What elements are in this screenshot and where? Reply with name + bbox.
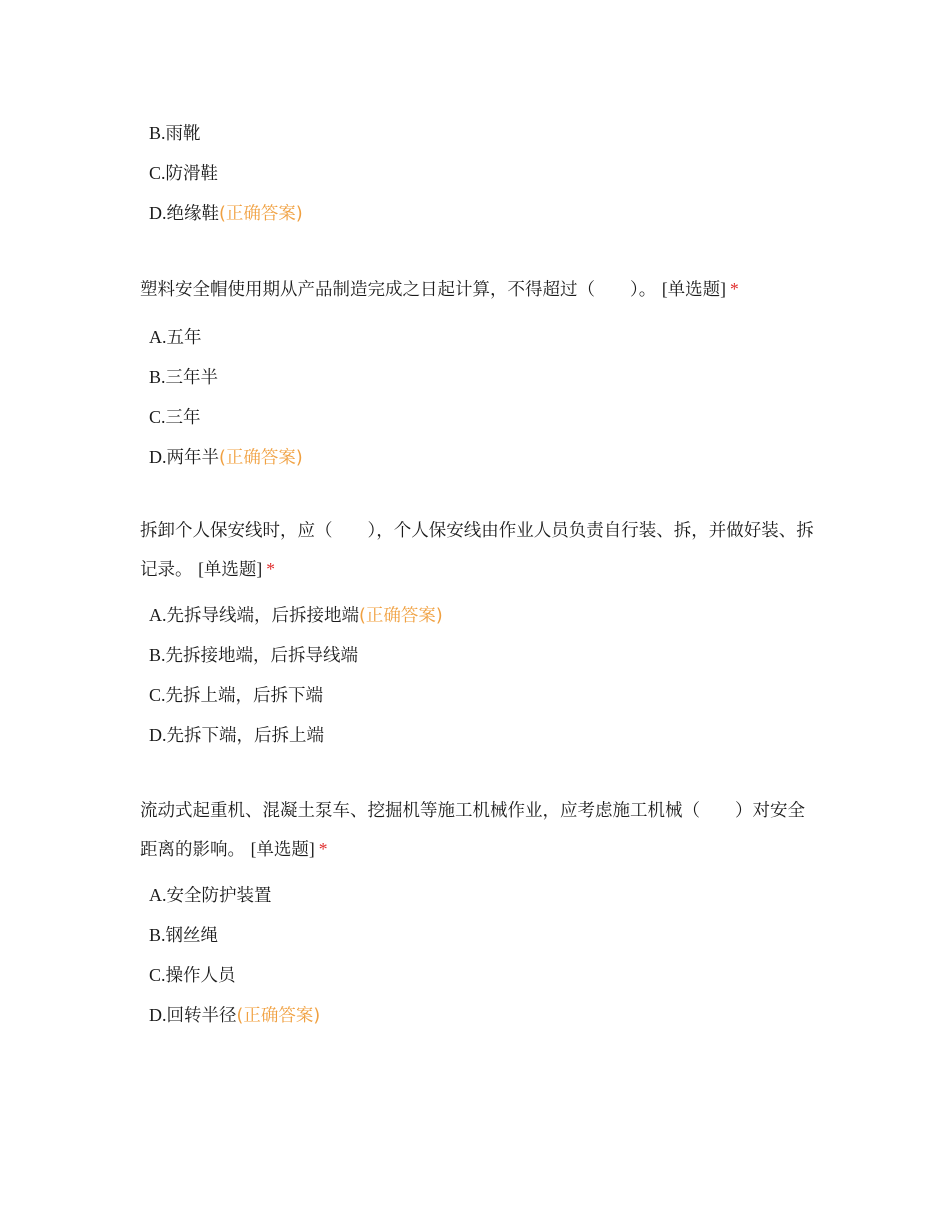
question-type: [单选题] bbox=[250, 839, 315, 859]
option-a bbox=[149, 317, 820, 357]
option-text: 先拆下端，后拆上端 bbox=[166, 726, 324, 746]
option-text: 先拆导线端，后拆接地端 bbox=[166, 606, 359, 626]
option-d bbox=[149, 995, 820, 1035]
option-text: 五年 bbox=[166, 328, 202, 348]
option-a bbox=[149, 595, 820, 635]
option-letter: C. bbox=[149, 965, 166, 985]
option-text: 先拆上端，后拆下端 bbox=[165, 686, 324, 706]
required-asterisk: * bbox=[318, 839, 328, 859]
option-letter: A. bbox=[149, 327, 167, 347]
correct-answer-tag: (正确答案) bbox=[219, 204, 303, 224]
question-stem bbox=[140, 792, 820, 869]
option-text: 三年半 bbox=[165, 368, 219, 388]
question-text: 流动式起重机、混凝土泵车、挖掘机等施工机械作业，应考虑施工机械（ ）对安全距离的影响。 bbox=[140, 801, 805, 860]
option-letter: D. bbox=[149, 1005, 167, 1025]
option-letter: C. bbox=[149, 163, 166, 183]
correct-answer-tag: (正确答案) bbox=[359, 606, 443, 626]
option-d bbox=[149, 193, 820, 233]
option-text: 钢丝绳 bbox=[165, 926, 219, 946]
option-letter: C. bbox=[149, 407, 166, 427]
option-letter: D. bbox=[149, 447, 167, 467]
question-text: 塑料安全帽使用期从产品制造完成之日起计算，不得超过（ ）。 bbox=[140, 280, 657, 300]
option-c bbox=[149, 397, 820, 437]
required-asterisk: * bbox=[266, 559, 275, 579]
option-c bbox=[149, 955, 820, 995]
option-text: 安全防护装置 bbox=[166, 886, 272, 906]
option-text: 绝缘鞋 bbox=[166, 204, 219, 224]
correct-answer-tag: (正确答案) bbox=[219, 448, 303, 468]
option-letter: B. bbox=[149, 645, 166, 665]
question-text: 拆卸个人保安线时，应（ ），个人保安线由作业人员负责自行装、拆，并做好装、拆记录。 bbox=[140, 521, 814, 580]
option-text: 雨靴 bbox=[165, 124, 201, 144]
required-asterisk: * bbox=[729, 279, 739, 299]
question-stem bbox=[140, 270, 820, 309]
option-text: 防滑鞋 bbox=[165, 164, 219, 184]
option-text: 回转半径 bbox=[166, 1006, 237, 1026]
option-b bbox=[149, 357, 820, 397]
question-block-2 bbox=[140, 270, 820, 477]
option-b bbox=[149, 113, 820, 153]
option-d bbox=[149, 437, 820, 477]
option-letter: B. bbox=[149, 367, 166, 387]
question-type: [单选题] bbox=[661, 279, 726, 299]
option-letter: C. bbox=[149, 685, 166, 705]
question-block-3 bbox=[140, 512, 820, 755]
option-letter: D. bbox=[149, 203, 167, 223]
option-text: 三年 bbox=[165, 408, 201, 428]
option-c bbox=[149, 675, 820, 715]
option-d bbox=[149, 715, 820, 755]
option-letter: B. bbox=[149, 925, 166, 945]
question-stem bbox=[140, 512, 820, 589]
option-text: 两年半 bbox=[166, 448, 219, 468]
question-block-1 bbox=[140, 113, 820, 233]
question-block-4 bbox=[140, 792, 820, 1035]
option-b bbox=[149, 915, 820, 955]
option-a bbox=[149, 875, 820, 915]
option-b bbox=[149, 635, 820, 675]
option-letter: B. bbox=[149, 123, 166, 143]
question-type: [单选题] bbox=[198, 559, 263, 579]
option-letter: A. bbox=[149, 885, 167, 905]
option-c bbox=[149, 153, 820, 193]
correct-answer-tag: (正确答案) bbox=[236, 1006, 321, 1026]
option-text: 先拆接地端，后拆导线端 bbox=[165, 646, 359, 666]
option-letter: D. bbox=[149, 725, 167, 745]
option-text: 操作人员 bbox=[165, 966, 236, 986]
option-letter: A. bbox=[149, 605, 167, 625]
